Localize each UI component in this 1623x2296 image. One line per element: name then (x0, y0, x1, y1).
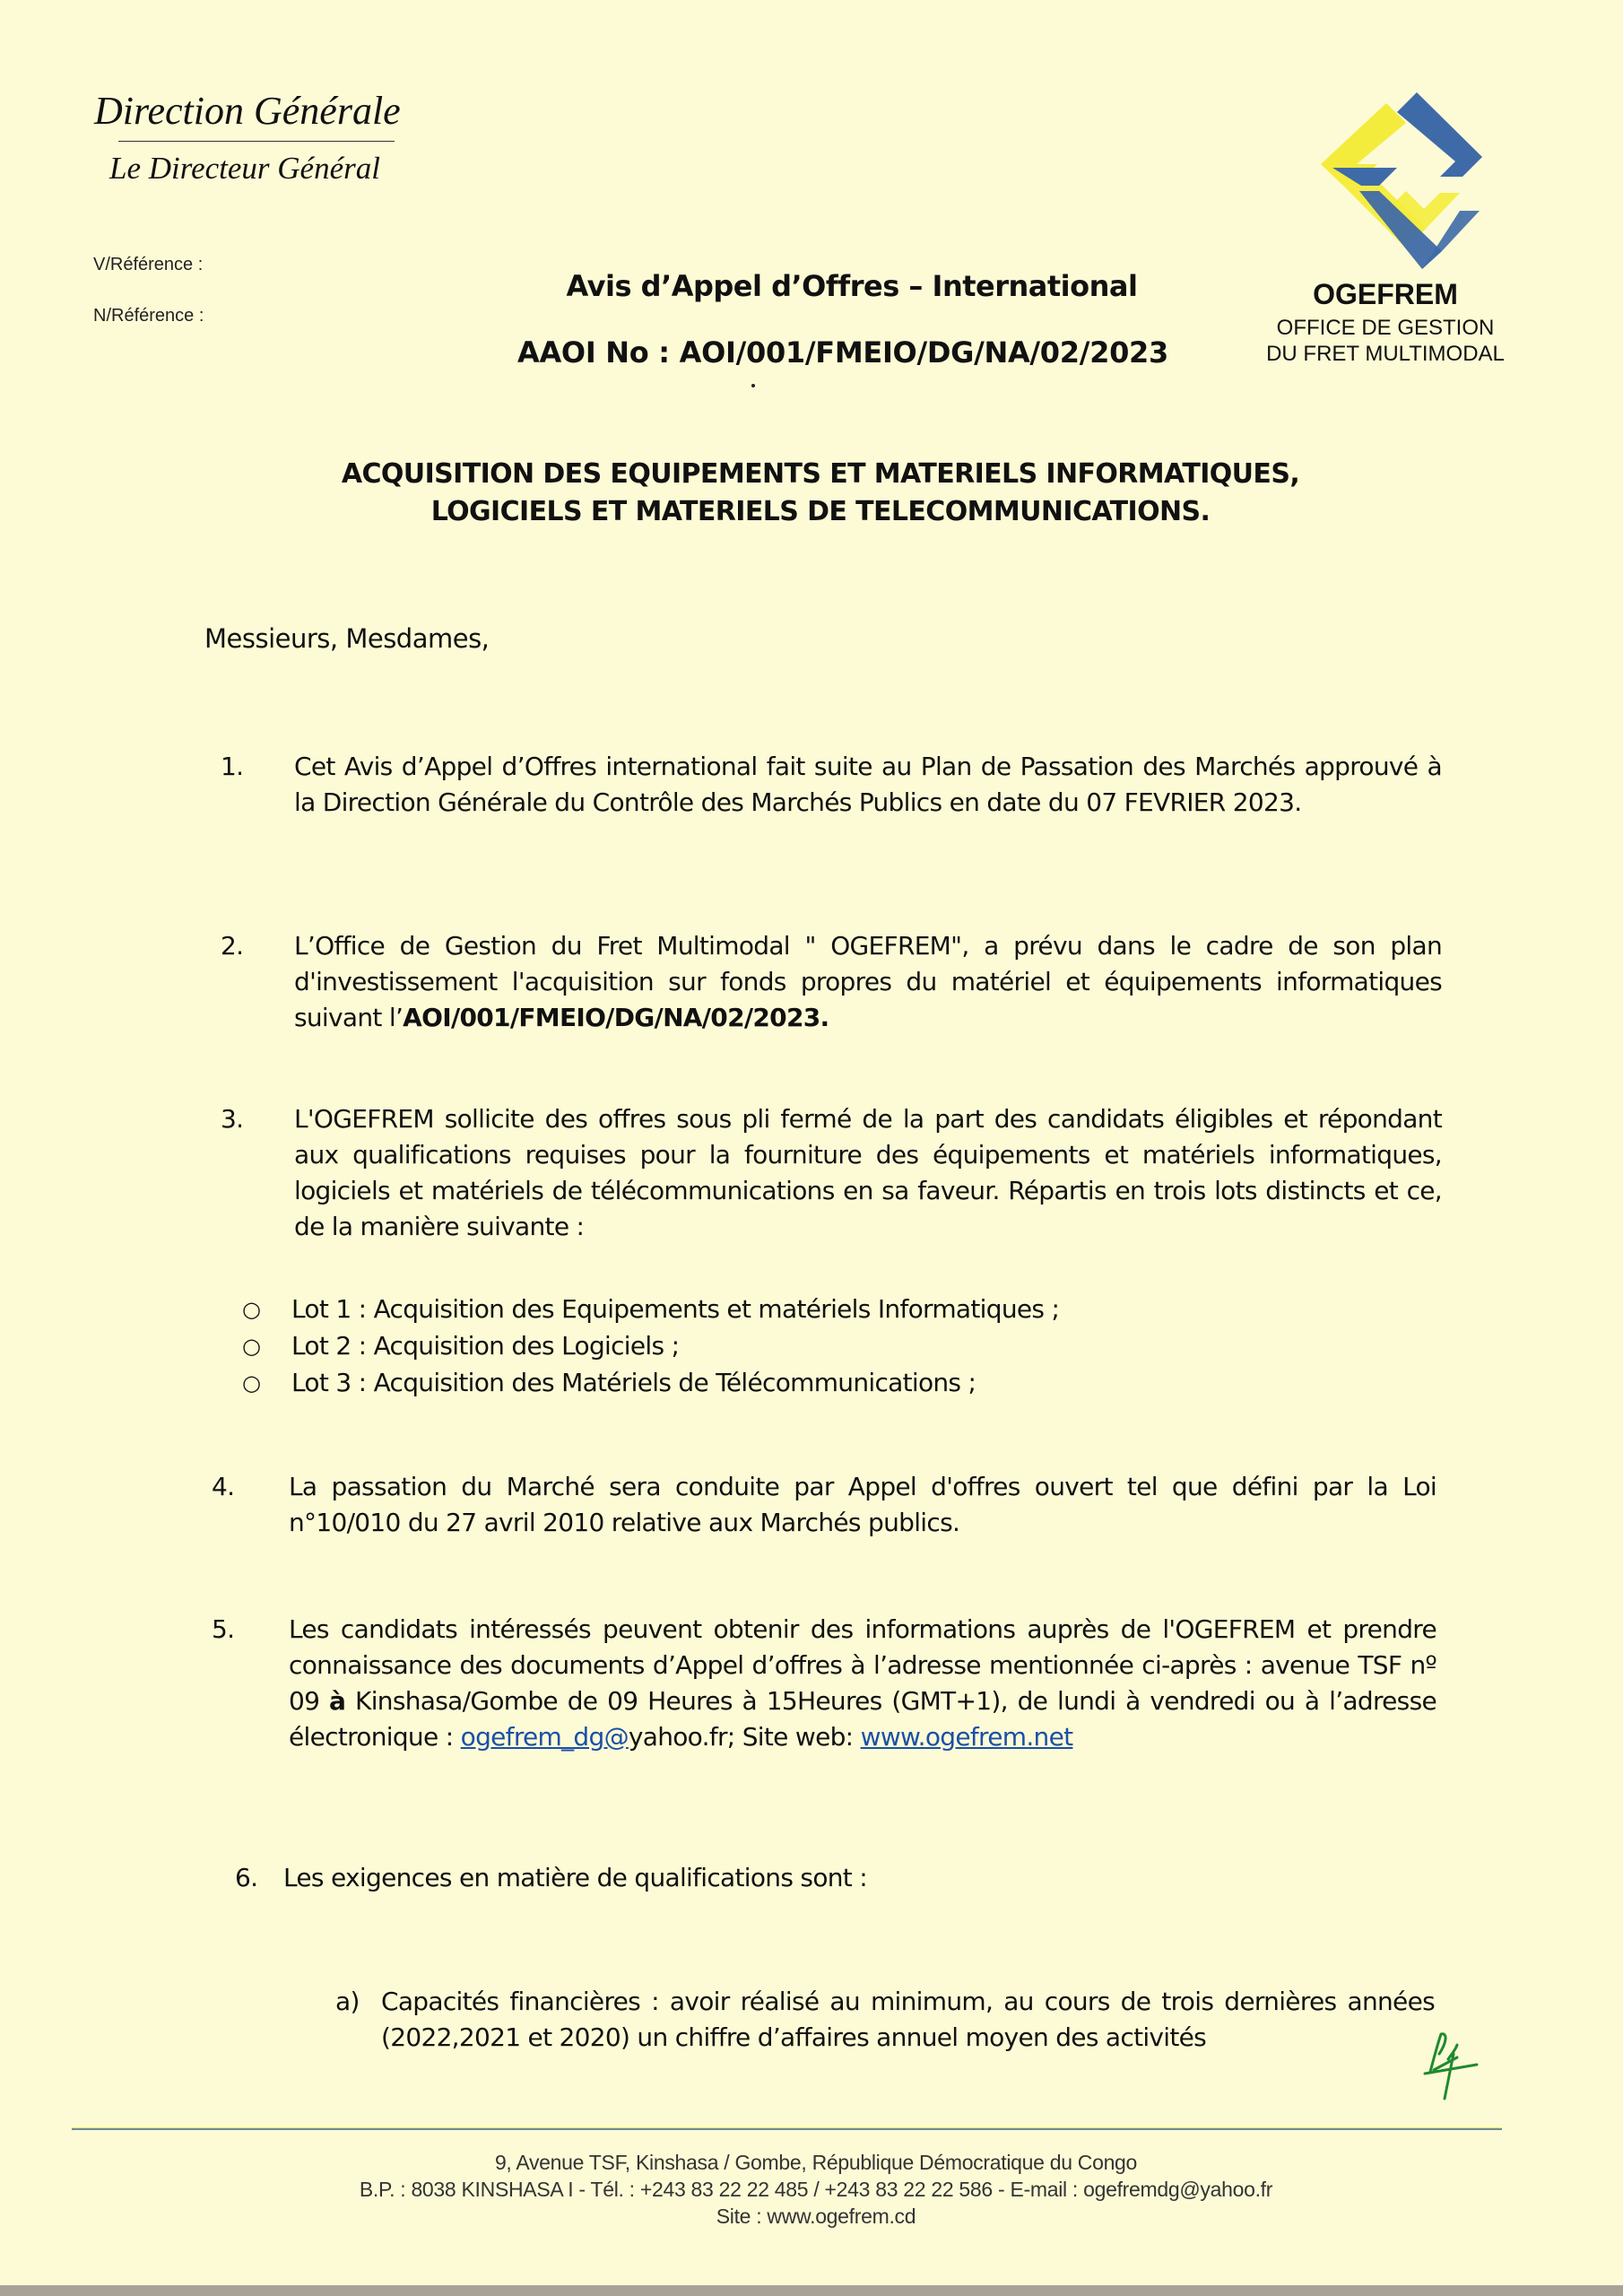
notice-number-label: AAOI No : (517, 335, 670, 370)
paragraph-number: 4. (212, 1472, 235, 1501)
lot-item: Lot 3 : Acquisition des Matériels de Télécommunications ; (291, 1368, 976, 1397)
n-reference-label: N/Référence : (93, 306, 204, 326)
emphasis-a: à (329, 1686, 346, 1716)
paragraph-text (294, 928, 1442, 1036)
qualification-marker: a) (335, 1987, 360, 2016)
paragraph-body-cont: Kinshasa/Gombe de 09 Heures à 15Heures (GMT+1), de lundi à vendredi ou à l’adresse électronique : (289, 1686, 1436, 1752)
v-reference-label: V/Référence : (93, 255, 204, 274)
stray-dot (751, 384, 755, 387)
org-full-name (1228, 315, 1542, 367)
subject-line-2: LOGICIELS ET MATERIELS DE TELECOMMUNICATIONS. (430, 496, 1211, 527)
lot-item: Lot 1 : Acquisition des Equipements et matériels Informatiques ; (291, 1294, 1060, 1324)
logo-blue-band-top (1397, 92, 1482, 177)
letterhead-divider (118, 141, 395, 142)
paragraph-text: La passation du Marché sera conduite par Appel d'offres ouvert tel que défini par la Loi n°10/010 du 27 avril 2010 relative aux Marchés publics. (289, 1472, 1436, 1537)
notice-reference: AOI/001/FMEIO/DG/NA/02/2023. (403, 1003, 829, 1032)
salutation: Messieurs, Mesdames, (204, 623, 490, 654)
notice-subject (233, 456, 1408, 531)
paragraph-text (289, 1612, 1436, 1755)
notice-number-value: AOI/001/FMEIO/DG/NA/02/2023 (679, 335, 1168, 370)
circle-bullet-icon: ○ (242, 1334, 261, 1359)
paragraph-number: 1. (221, 752, 244, 781)
footer-site: Site : www.ogefrem.cd (716, 2205, 916, 2228)
paragraph-text: Cet Avis d’Appel d’Offres international fait suite au Plan de Passation des Marchés approuvé à la Direction Générale du Contrôle des Marchés Publics en date du 07 FEVRIER 2023. (294, 752, 1442, 817)
email-domain: yahoo.fr; Site web: (628, 1722, 861, 1752)
notice-number (466, 335, 1219, 370)
circle-bullet-icon: ○ (242, 1297, 261, 1322)
paragraph-body: Les candidats intéressés peuvent obtenir des informations auprès de l'OGEFREM et prendre connaissance des documents d’Appel d’offres à l’adresse mentionnée ci-après : avenue TSF nº 09 (289, 1614, 1436, 1716)
footer-address: 9, Avenue TSF, Kinshasa / Gombe, République Démocratique du Congo (494, 2151, 1138, 2174)
scan-bottom-edge (0, 2285, 1623, 2296)
paragraph-number: 2. (221, 931, 244, 961)
footer-divider (72, 2127, 1502, 2130)
subject-line-1: ACQUISITION DES EQUIPEMENTS ET MATERIELS INFORMATIQUES, (341, 458, 1300, 490)
paragraph-text: L'OGEFREM sollicite des offres sous pli fermé de la part des candidats éligibles et répondant aux qualifications requises pour la fourniture des équipements et matériels informatiques, logiciels et matériels de télécommunications en sa faveur. Répartis en trois lots distincts et ce, de la manière suivante : (294, 1104, 1442, 1241)
notice-type: Avis d’Appel d’Offres – International (566, 269, 1138, 303)
org-acronym: OGEFREM (1313, 278, 1458, 310)
paragraph-text: Les exigences en matière de qualifications sont : (283, 1863, 868, 1892)
department-heading: Direction Générale (94, 89, 401, 133)
director-title: Le Directeur Général (109, 151, 380, 186)
org-full-name-line2: DU FRET MULTIMODAL (1266, 342, 1505, 366)
ogefrem-logo (1271, 85, 1496, 274)
email-link[interactable]: ogefrem_dg@ (460, 1722, 629, 1752)
website-link[interactable]: www.ogefrem.net (860, 1722, 1073, 1752)
lot-item: Lot 2 : Acquisition des Logiciels ; (291, 1331, 680, 1361)
paragraph-number: 6. (235, 1863, 258, 1892)
paragraph-number: 5. (212, 1614, 235, 1644)
paragraph-number: 3. (221, 1104, 244, 1134)
circle-bullet-icon: ○ (242, 1370, 261, 1396)
paragraph-body: L’Office de Gestion du Fret Multimodal " OGEFREM", a prévu dans le cadre de son plan d'investissement l'acquisition sur fonds propres du matériel et équipements informatiques suivant l’ (294, 931, 1442, 1032)
qualification-text: Capacités financières : avoir réalisé au minimum, au cours de trois dernières années (2022,2021 et 2020) un chiffre d’affaires annuel moyen des activités (381, 1987, 1435, 2052)
footer-contact: B.P. : 8038 KINSHASA I - Tél. : +243 83 22 22 485 / +243 83 22 22 586 - E-mail : ogefremdg@yahoo.fr (359, 2178, 1273, 2201)
handwritten-initials (1421, 2027, 1484, 2108)
org-full-name-line1: OFFICE DE GESTION (1276, 316, 1495, 340)
